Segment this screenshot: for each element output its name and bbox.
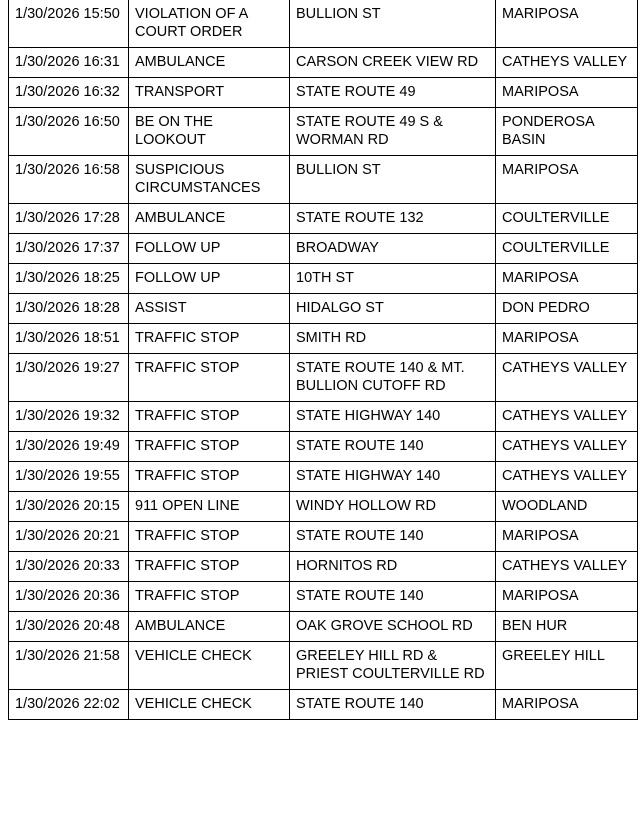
location-cell: STATE ROUTE 132 [290, 204, 496, 234]
table-row [9, 432, 638, 462]
city-cell: MARIPOSA [496, 156, 638, 204]
table-row [9, 642, 638, 690]
call-type-cell: TRANSPORT [129, 78, 290, 108]
city-cell: CATHEYS VALLEY [496, 48, 638, 78]
location-cell: WINDY HOLLOW RD [290, 492, 496, 522]
table-row [9, 264, 638, 294]
datetime-cell: 1/30/2026 19:27 [9, 354, 129, 402]
table-row [9, 462, 638, 492]
datetime-cell: 1/30/2026 19:32 [9, 402, 129, 432]
location-cell: HIDALGO ST [290, 294, 496, 324]
call-type-cell: TRAFFIC STOP [129, 402, 290, 432]
city-cell: WOODLAND [496, 492, 638, 522]
location-cell: STATE HIGHWAY 140 [290, 402, 496, 432]
location-cell: BULLION ST [290, 0, 496, 48]
table-row [9, 108, 638, 156]
datetime-cell: 1/30/2026 21:58 [9, 642, 129, 690]
table-row [9, 552, 638, 582]
table-row [9, 324, 638, 354]
datetime-cell: 1/30/2026 20:48 [9, 612, 129, 642]
call-type-cell: VEHICLE CHECK [129, 690, 290, 720]
call-type-cell: VIOLATION OF A COURT ORDER [129, 0, 290, 48]
city-cell: BEN HUR [496, 612, 638, 642]
call-type-cell: AMBULANCE [129, 204, 290, 234]
location-cell: SMITH RD [290, 324, 496, 354]
datetime-cell: 1/30/2026 20:21 [9, 522, 129, 552]
call-type-cell: FOLLOW UP [129, 264, 290, 294]
city-cell: PONDEROSA BASIN [496, 108, 638, 156]
datetime-cell: 1/30/2026 19:49 [9, 432, 129, 462]
call-type-cell: AMBULANCE [129, 612, 290, 642]
call-type-cell: TRAFFIC STOP [129, 582, 290, 612]
location-cell: STATE ROUTE 140 [290, 432, 496, 462]
datetime-cell: 1/30/2026 20:15 [9, 492, 129, 522]
table-row [9, 354, 638, 402]
city-cell: MARIPOSA [496, 324, 638, 354]
city-cell: MARIPOSA [496, 0, 638, 48]
call-type-cell: AMBULANCE [129, 48, 290, 78]
location-cell: 10TH ST [290, 264, 496, 294]
city-cell: CATHEYS VALLEY [496, 402, 638, 432]
datetime-cell: 1/30/2026 18:25 [9, 264, 129, 294]
location-cell: OAK GROVE SCHOOL RD [290, 612, 496, 642]
table-row [9, 690, 638, 720]
city-cell: CATHEYS VALLEY [496, 354, 638, 402]
table-row [9, 156, 638, 204]
table-row [9, 294, 638, 324]
call-log-body [9, 0, 638, 720]
location-cell: BROADWAY [290, 234, 496, 264]
call-type-cell: TRAFFIC STOP [129, 552, 290, 582]
datetime-cell: 1/30/2026 16:31 [9, 48, 129, 78]
location-cell: STATE ROUTE 140 [290, 522, 496, 552]
call-type-cell: TRAFFIC STOP [129, 462, 290, 492]
datetime-cell: 1/30/2026 17:28 [9, 204, 129, 234]
table-row [9, 0, 638, 48]
table-row [9, 612, 638, 642]
datetime-cell: 1/30/2026 20:36 [9, 582, 129, 612]
call-type-cell: TRAFFIC STOP [129, 432, 290, 462]
city-cell: COULTERVILLE [496, 204, 638, 234]
table-row [9, 522, 638, 552]
call-type-cell: TRAFFIC STOP [129, 522, 290, 552]
call-type-cell: TRAFFIC STOP [129, 354, 290, 402]
city-cell: CATHEYS VALLEY [496, 552, 638, 582]
table-row [9, 48, 638, 78]
call-log-table [8, 0, 638, 720]
datetime-cell: 1/30/2026 19:55 [9, 462, 129, 492]
location-cell: BULLION ST [290, 156, 496, 204]
table-row [9, 492, 638, 522]
call-type-cell: FOLLOW UP [129, 234, 290, 264]
location-cell: STATE ROUTE 140 [290, 690, 496, 720]
city-cell: MARIPOSA [496, 522, 638, 552]
location-cell: HORNITOS RD [290, 552, 496, 582]
call-type-cell: SUSPICIOUS CIRCUMSTANCES [129, 156, 290, 204]
table-row [9, 582, 638, 612]
city-cell: DON PEDRO [496, 294, 638, 324]
datetime-cell: 1/30/2026 20:33 [9, 552, 129, 582]
location-cell: STATE ROUTE 49 [290, 78, 496, 108]
table-row [9, 234, 638, 264]
datetime-cell: 1/30/2026 15:50 [9, 0, 129, 48]
city-cell: CATHEYS VALLEY [496, 432, 638, 462]
call-type-cell: VEHICLE CHECK [129, 642, 290, 690]
city-cell: MARIPOSA [496, 582, 638, 612]
datetime-cell: 1/30/2026 18:28 [9, 294, 129, 324]
datetime-cell: 1/30/2026 18:51 [9, 324, 129, 354]
city-cell: CATHEYS VALLEY [496, 462, 638, 492]
call-type-cell: TRAFFIC STOP [129, 324, 290, 354]
city-cell: MARIPOSA [496, 690, 638, 720]
location-cell: CARSON CREEK VIEW RD [290, 48, 496, 78]
datetime-cell: 1/30/2026 16:58 [9, 156, 129, 204]
location-cell: STATE ROUTE 49 S & WORMAN RD [290, 108, 496, 156]
datetime-cell: 1/30/2026 16:50 [9, 108, 129, 156]
city-cell: MARIPOSA [496, 264, 638, 294]
city-cell: COULTERVILLE [496, 234, 638, 264]
city-cell: MARIPOSA [496, 78, 638, 108]
call-type-cell: BE ON THE LOOKOUT [129, 108, 290, 156]
location-cell: STATE ROUTE 140 & MT. BULLION CUTOFF RD [290, 354, 496, 402]
location-cell: STATE HIGHWAY 140 [290, 462, 496, 492]
city-cell: GREELEY HILL [496, 642, 638, 690]
datetime-cell: 1/30/2026 16:32 [9, 78, 129, 108]
table-row [9, 402, 638, 432]
datetime-cell: 1/30/2026 22:02 [9, 690, 129, 720]
datetime-cell: 1/30/2026 17:37 [9, 234, 129, 264]
location-cell: GREELEY HILL RD & PRIEST COULTERVILLE RD [290, 642, 496, 690]
call-type-cell: ASSIST [129, 294, 290, 324]
table-row [9, 78, 638, 108]
table-row [9, 204, 638, 234]
call-type-cell: 911 OPEN LINE [129, 492, 290, 522]
location-cell: STATE ROUTE 140 [290, 582, 496, 612]
